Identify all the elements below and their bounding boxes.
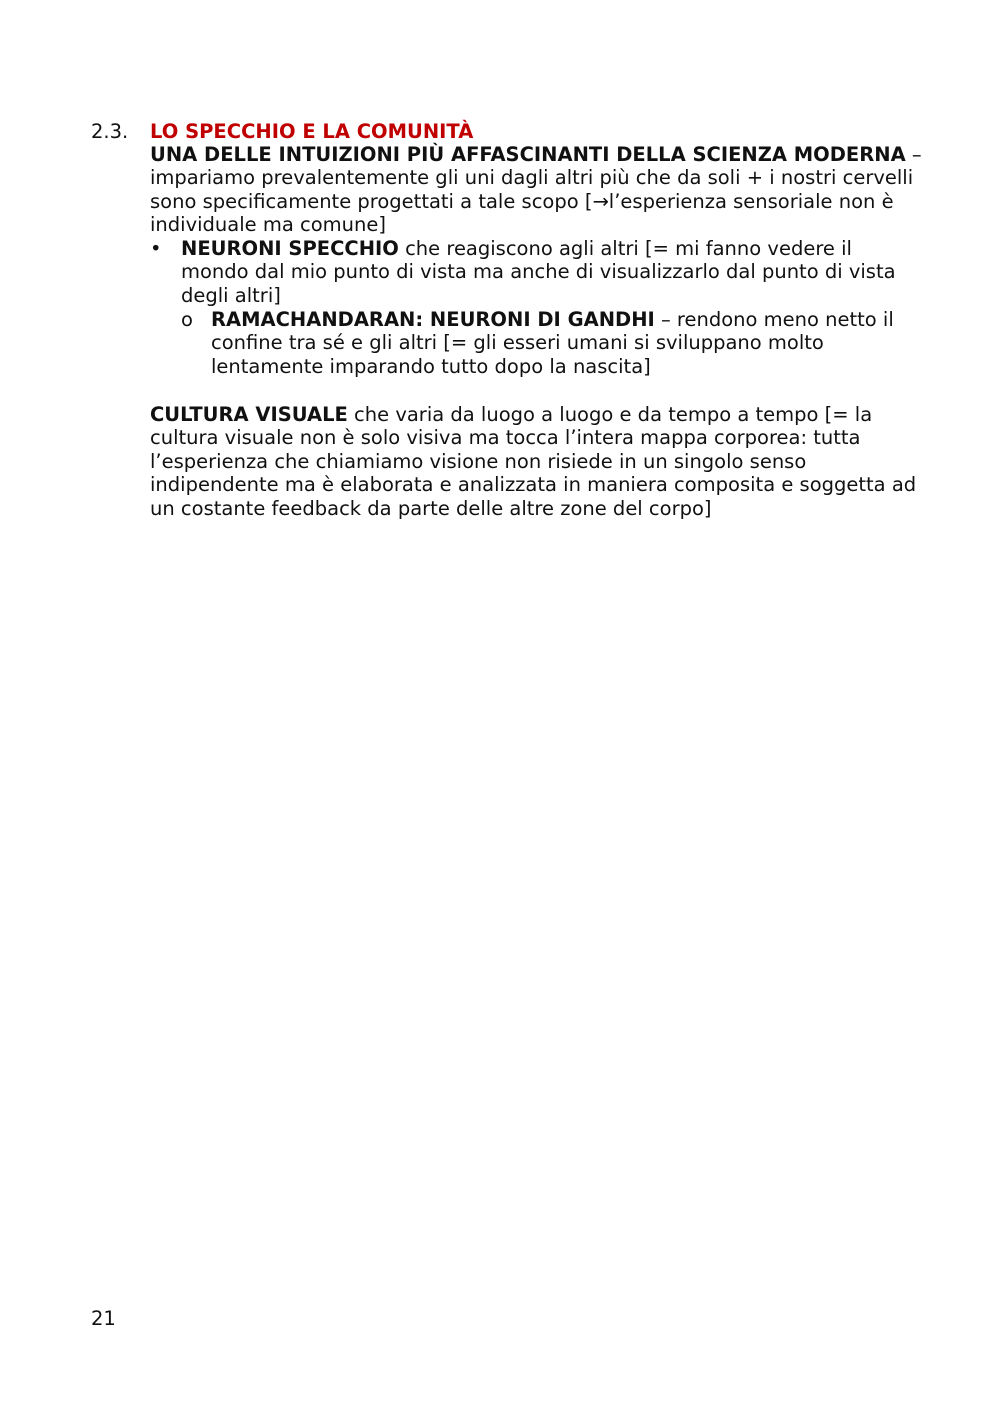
cultura-text: che varia da luogo a luogo e da tempo a tempo [= la cultura visuale non è solo visiva ma tocca l’intera mappa corporea: tutta l’esperienza che chiamiamo visione non risiede in un singolo senso indipendente ma è elaborata e analizzata in maniera composita e soggetta ad un costante feedback da parte delle altre zone del corpo]: [150, 403, 917, 520]
bullet-body: che reagiscono agli altri [= mi fanno vedere il mondo dal mio punto di vista ma anche di visualizzarlo dal punto di vista degli altri]: [181, 237, 896, 307]
section-number: 2.3.: [91, 120, 129, 143]
bullet-icon: •: [150, 237, 162, 260]
sub-bullet-body: – rendono meno netto il confine tra sé e gli altri [= gli esseri umani si sviluppano molto lentamente imparando tutto dopo la nascita]: [211, 308, 894, 378]
cultura-visuale-paragraph: [150, 403, 930, 520]
sub-bullet-bold: RAMACHANDARAN: NEURONI DI GANDHI: [211, 308, 655, 331]
page-number: 21: [91, 1307, 116, 1330]
cultura-bold: CULTURA VISUALE: [150, 403, 348, 426]
intro-text: – impariamo prevalentemente gli uni dagli altri più che da soli + i nostri cervelli sono specificamente progettati a tale scopo [→l’esperienza sensoriale non è individuale ma comune]: [150, 143, 922, 237]
bullet-bold: NEURONI SPECCHIO: [181, 237, 399, 260]
intro-bold: UNA DELLE INTUIZIONI PIÙ AFFASCINANTI DELLA SCIENZA MODERNA: [150, 143, 906, 166]
sub-bullet-text: [211, 308, 911, 378]
bullet-text: [181, 237, 906, 307]
intro-paragraph: [150, 143, 930, 237]
section-title: LO SPECCHIO E LA COMUNITÀ: [150, 120, 474, 143]
sub-bullet-icon: o: [181, 308, 193, 331]
